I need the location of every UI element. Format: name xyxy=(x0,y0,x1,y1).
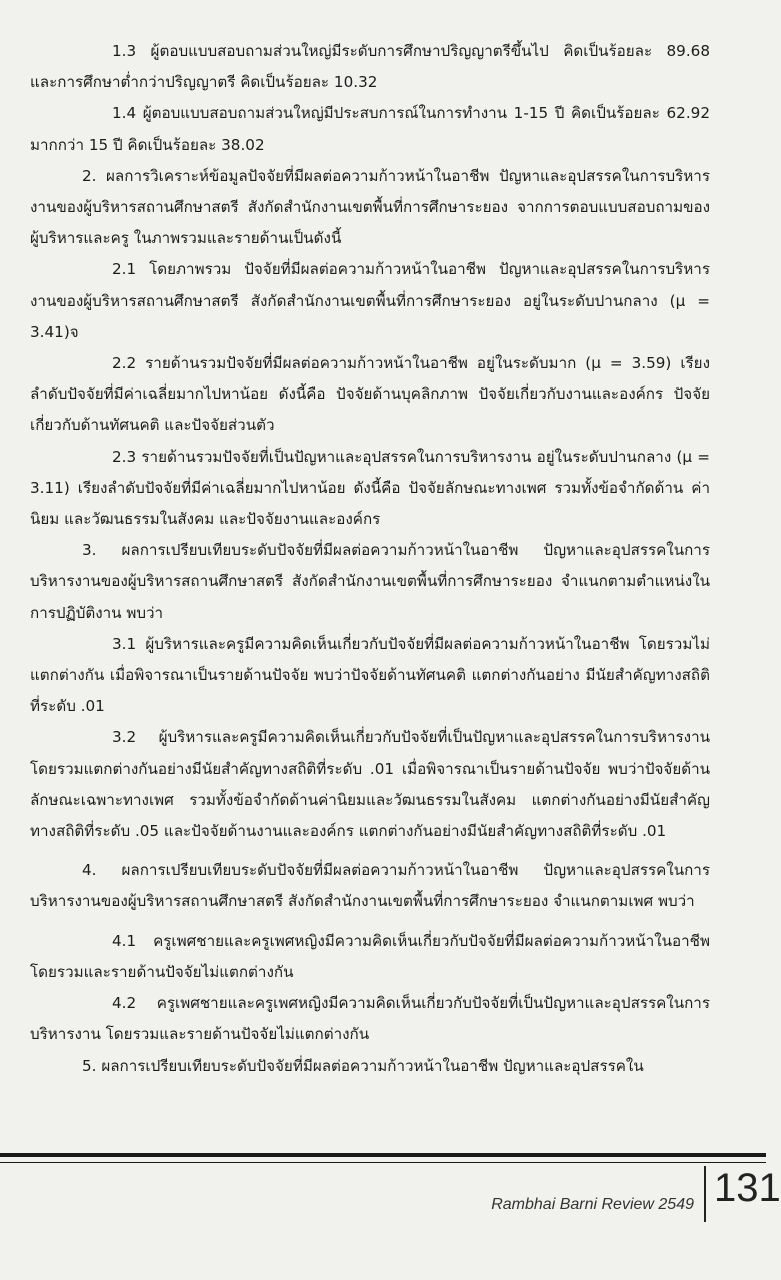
paragraph-4-2: 4.2 ครูเพศชายและครูเพศหญิงมีความคิดเห็นเกี่ยวกับปัจจัยที่เป็นปัญหาและอุปสรรคในการบริหารงาน โดยรวมและรายด้านปัจจัยไม่แตกต่างกัน xyxy=(30,994,710,1044)
footer-rule-thin xyxy=(0,1162,766,1163)
paragraph-2: 2. ผลการวิเคราะห์ข้อมูลปัจจัยที่มีผลต่อความก้าวหน้าในอาชีพ ปัญหาและอุปสรรคในการบริหารงานของผู้บริหารสถานศึกษาสตรี สังกัดสำนักงานเขตพื้นที่การศึกษาระยอง จากการตอบแบบสอบถามของผู้บริหารและครู ในภาพรวมและรายด้านเป็นดังนี้ xyxy=(30,166,710,248)
paragraph-5: 5. ผลการเปรียบเทียบระดับปัจจัยที่มีผลต่อความก้าวหน้าในอาชีพ ปัญหาและอุปสรรคใน xyxy=(82,1056,644,1075)
paragraph-3-1: 3.1 ผู้บริหารและครูมีความคิดเห็นเกี่ยวกับปัจจัยที่มีผลต่อความก้าวหน้าในอาชีพ โดยรวมไม่แตกต่างกัน เมื่อพิจารณาเป็นรายด้านปัจจัย พบว่าปัจจัยด้านทัศนคติ แตกต่างกันอย่าง มีนัยสำคัญทางสถิติที่ระดับ .01 xyxy=(30,634,710,716)
paragraph-4-1: 4.1 ครูเพศชายและครูเพศหญิงมีความคิดเห็นเกี่ยวกับปัจจัยที่มีผลต่อความก้าวหน้าในอาชีพ โดยรวมและรายด้านปัจจัยไม่แตกต่างกัน xyxy=(30,931,710,981)
paragraph-3: 3. ผลการเปรียบเทียบระดับปัจจัยที่มีผลต่อความก้าวหน้าในอาชีพ ปัญหาและอุปสรรคในการบริหารงานของผู้บริหารสถานศึกษาสตรี สังกัดสำนักงานเขตพื้นที่การศึกษาระยอง จำแนกตามตำแหน่งในการปฏิบัติงาน พบว่า xyxy=(30,541,710,622)
paragraph-3-2: 3.2 ผู้บริหารและครูมีความคิดเห็นเกี่ยวกับปัจจัยที่เป็นปัญหาและอุปสรรคในการบริหารงาน โดยรวมแตกต่างกันอย่างมีนัยสำคัญทางสถิติที่ระดับ .01 เมื่อพิจารณาเป็นรายด้านปัจจัย พบว่าปัจจัยด้านลักษณะเฉพาะทางเพศ รวมทั้งข้อจำกัดด้านค่านิยมและวัฒนธรรมในสังคม แตกต่างกันอย่างมีนัยสำคัญทางสถิติที่ระดับ .05 และปัจจัยด้านงานและองค์กร แตกต่างกันอย่างมีนัยสำคัญทางสถิติที่ระดับ .01 xyxy=(30,728,710,841)
body-text xyxy=(30,36,710,1082)
paragraph-2-3: 2.3 รายด้านรวมปัจจัยที่เป็นปัญหาและอุปสรรคในการบริหารงาน อยู่ในระดับปานกลาง (μ = 3.11) เรียงลำดับปัจจัยที่มีค่าเฉลี่ยมากไปหาน้อย ดังนี้คือ ปัจจัยลักษณะทางเพศ รวมทั้งข้อจำกัดด้าน ค่านิยม และวัฒนธรรมในสังคม และปัจจัยงานและองค์กร xyxy=(30,447,710,529)
page-number: 131 xyxy=(714,1166,781,1210)
paragraph-2-1: 2.1 โดยภาพรวม ปัจจัยที่มีผลต่อความก้าวหน้าในอาชีพ ปัญหาและอุปสรรคในการบริหารงานของผู้บริหารสถานศึกษาสตรี สังกัดสำนักงานเขตพื้นที่การศึกษาระยอง อยู่ในระดับปานกลาง (μ = 3.41)จ xyxy=(30,260,710,341)
paragraph-2-2: 2.2 รายด้านรวมปัจจัยที่มีผลต่อความก้าวหน้าในอาชีพ อยู่ในระดับมาก (μ = 3.59) เรียงลำดับปัจจัยที่มีค่าเฉลี่ยมากไปหาน้อย ดังนี้คือ ปัจจัยด้านบุคลิกภาพ ปัจจัยเกี่ยวกับงานและองค์กร ปัจจัยเกี่ยวกับด้านทัศนคติ และปัจจัยส่วนตัว xyxy=(30,354,710,435)
footer-rule-thick xyxy=(0,1153,766,1157)
paragraph-1-4: 1.4 ผู้ตอบแบบสอบถามส่วนใหญ่มีประสบการณ์ในการทำงาน 1-15 ปี คิดเป็นร้อยละ 62.92 มากกว่า 15 ปี คิดเป็นร้อยละ 38.02 xyxy=(30,104,710,154)
paragraph-4: 4. ผลการเปรียบเทียบระดับปัจจัยที่มีผลต่อความก้าวหน้าในอาชีพ ปัญหาและอุปสรรคในการบริหารงานของผู้บริหารสถานศึกษาสตรี สังกัดสำนักงานเขตพื้นที่การศึกษาระยอง จำแนกตามเพศ พบว่า xyxy=(30,861,710,911)
journal-title: Rambhai Barni Review 2549 xyxy=(491,1196,694,1213)
paragraph-1-3: 1.3 ผู้ตอบแบบสอบถามส่วนใหญ่มีระดับการศึกษาปริญญาตรีขึ้นไป คิดเป็นร้อยละ 89.68 และการศึกษาต่ำกว่าปริญญาตรี คิดเป็นร้อยละ 10.32 xyxy=(30,42,710,92)
footer-divider xyxy=(704,1166,706,1222)
